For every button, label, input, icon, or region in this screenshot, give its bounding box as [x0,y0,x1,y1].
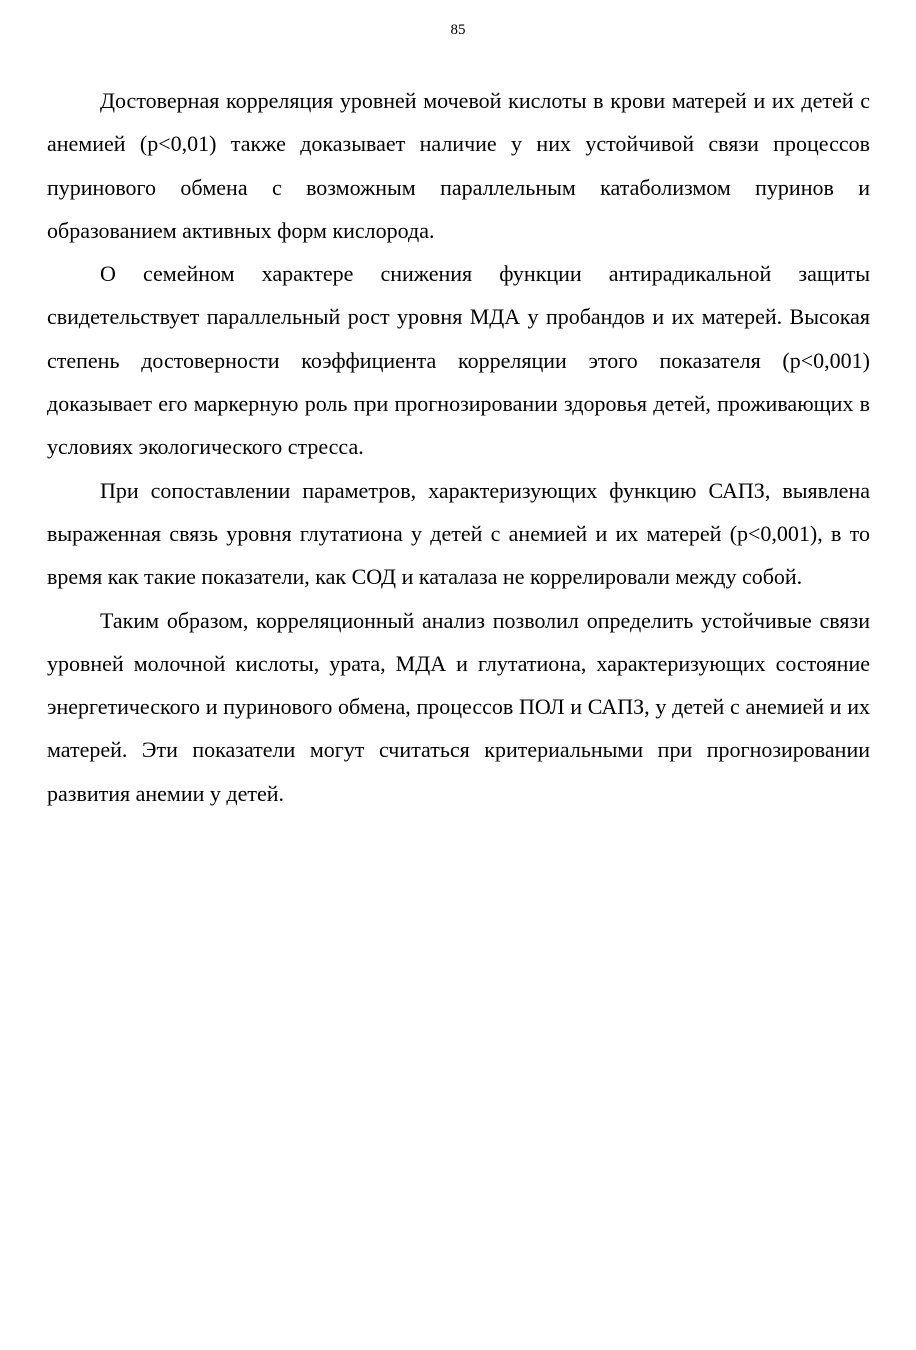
page-number: 85 [450,22,466,38]
paragraph: Таким образом, корреляционный анализ позволил определить устойчивые связи уровней молочной кислоты, урата, МДА и глутатиона, характеризующих состояние энергетического и пуринового обмена, процессов ПОЛ и САПЗ, у детей с анемией и их матерей. Эти показатели могут считаться критериальными при прогнозировании развития анемии у детей. [47,607,870,806]
paragraph: Достоверная корреляция уровней мочевой кислоты в крови матерей и их детей с анемией (p<0,01) также доказывает наличие у них устойчивой связи процессов пуринового обмена с возможным параллельным катаболизмом пуринов и образованием активных форм кислорода. [47,88,870,243]
body-text [47,79,870,815]
paragraph: При сопоставлении параметров, характеризующих функцию САПЗ, выявлена выраженная связь уровня глутатиона у детей с анемией и их матерей (p<0,001), в то время как такие показатели, как СОД и каталаза не коррелировали между собой. [47,477,870,590]
paragraph: О семейном характере снижения функции антирадикальной защиты свидетельствует параллельный рост уровня МДА у пробандов и их матерей. Высокая степень достоверности коэффициента корреляции этого показателя (p<0,001) доказывает его маркерную роль при прогнозировании здоровья детей, проживающих в условиях экологического стресса. [47,261,870,460]
